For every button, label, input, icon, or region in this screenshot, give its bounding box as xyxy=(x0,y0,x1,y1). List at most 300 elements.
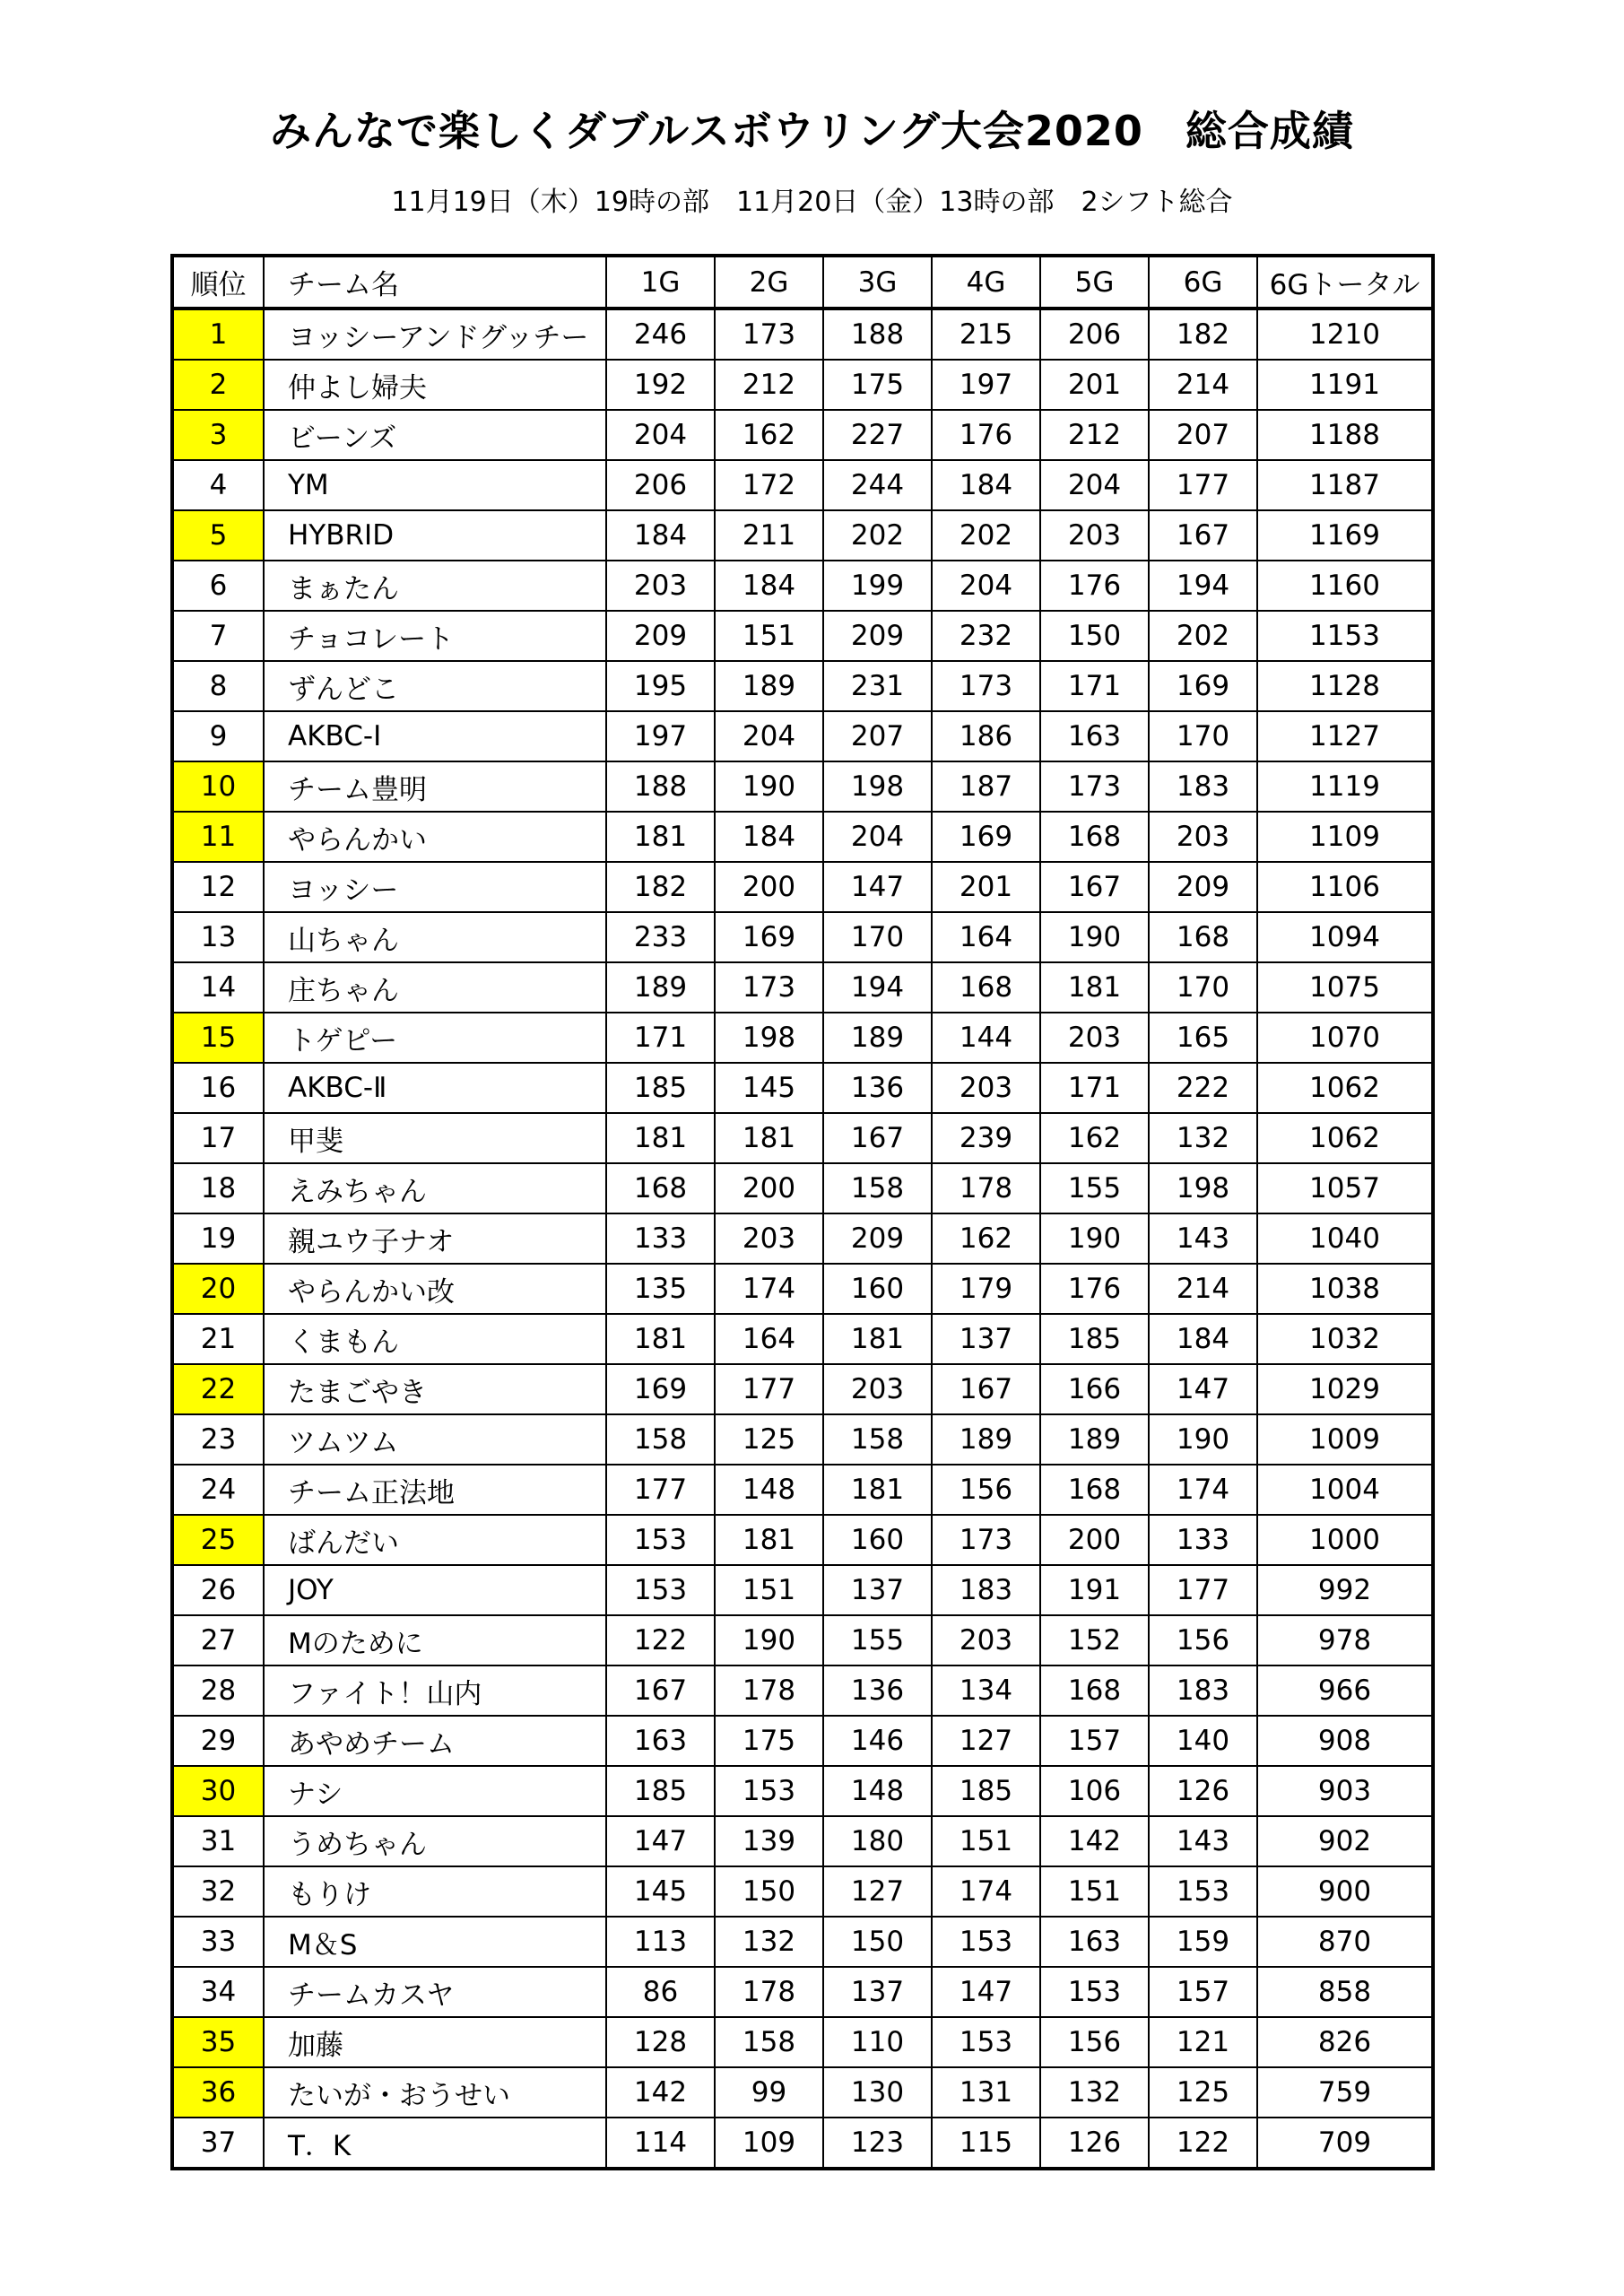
table-row xyxy=(172,1314,1433,1364)
table-row xyxy=(172,1967,1433,2017)
total-score-cell: 759 xyxy=(1257,2067,1433,2118)
game-2-score-cell: 203 xyxy=(715,1213,823,1264)
game-2-score-cell: 139 xyxy=(715,1816,823,1866)
rank-cell: 33 xyxy=(172,1917,264,1967)
total-score-cell: 858 xyxy=(1257,1967,1433,2017)
team-name-cell: ナシ xyxy=(264,1766,606,1816)
total-score-cell: 1062 xyxy=(1257,1113,1433,1163)
game-2-score-cell: 153 xyxy=(715,1766,823,1816)
table-row xyxy=(172,711,1433,761)
rank-cell: 28 xyxy=(172,1665,264,1716)
game-3-score-cell: 204 xyxy=(823,812,932,862)
game-1-score-cell: 185 xyxy=(606,1063,715,1113)
game-5-score-cell: 171 xyxy=(1040,1063,1149,1113)
game-6-score-cell: 203 xyxy=(1149,812,1257,862)
table-row xyxy=(172,1565,1433,1615)
game-6-score-cell: 214 xyxy=(1149,360,1257,410)
game-4-score-cell: 134 xyxy=(932,1665,1040,1716)
team-name-cell: ヨッシー xyxy=(264,862,606,912)
rank-cell: 27 xyxy=(172,1615,264,1665)
total-score-cell: 1191 xyxy=(1257,360,1433,410)
game-5-score-cell: 176 xyxy=(1040,1264,1149,1314)
game-4-score-cell: 131 xyxy=(932,2067,1040,2118)
game-4-score-cell: 144 xyxy=(932,1013,1040,1063)
game-1-score-cell: 86 xyxy=(606,1967,715,2017)
game-2-score-cell: 132 xyxy=(715,1917,823,1967)
total-score-cell: 966 xyxy=(1257,1665,1433,1716)
table-row xyxy=(172,360,1433,410)
table-row xyxy=(172,1665,1433,1716)
rank-cell: 24 xyxy=(172,1465,264,1515)
game-3-score-cell: 181 xyxy=(823,1314,932,1364)
team-name-cell: やらんかい xyxy=(264,812,606,862)
rank-cell: 5 xyxy=(172,510,264,561)
team-name-cell: AKBC-Ⅱ xyxy=(264,1063,606,1113)
rank-cell: 14 xyxy=(172,962,264,1013)
game-6-score-cell: 153 xyxy=(1149,1866,1257,1917)
game-1-score-cell: 246 xyxy=(606,309,715,360)
game-2-score-cell: 189 xyxy=(715,661,823,711)
game-2-header: 2G xyxy=(715,256,823,309)
game-1-score-cell: 128 xyxy=(606,2017,715,2067)
game-5-score-cell: 151 xyxy=(1040,1866,1149,1917)
game-5-score-cell: 191 xyxy=(1040,1565,1149,1615)
total-score-cell: 1210 xyxy=(1257,309,1433,360)
game-5-score-cell: 203 xyxy=(1040,510,1149,561)
team-name-cell: ビーンズ xyxy=(264,410,606,460)
game-6-score-cell: 190 xyxy=(1149,1414,1257,1465)
game-2-score-cell: 212 xyxy=(715,360,823,410)
game-2-score-cell: 177 xyxy=(715,1364,823,1414)
total-score-cell: 1038 xyxy=(1257,1264,1433,1314)
rank-cell: 2 xyxy=(172,360,264,410)
total-score-cell: 1062 xyxy=(1257,1063,1433,1113)
game-3-score-cell: 147 xyxy=(823,862,932,912)
game-4-score-cell: 201 xyxy=(932,862,1040,912)
team-name-cell: チーム正法地 xyxy=(264,1465,606,1515)
rank-cell: 22 xyxy=(172,1364,264,1414)
game-2-score-cell: 151 xyxy=(715,1565,823,1615)
game-4-score-cell: 162 xyxy=(932,1213,1040,1264)
game-2-score-cell: 184 xyxy=(715,561,823,611)
rank-cell: 1 xyxy=(172,309,264,360)
team-name-cell: チョコレート xyxy=(264,611,606,661)
game-5-score-cell: 167 xyxy=(1040,862,1149,912)
page-title: みんなで楽しくダブルスボウリング大会2020 総合成績 xyxy=(270,107,1354,155)
rank-cell: 3 xyxy=(172,410,264,460)
game-1-score-cell: 195 xyxy=(606,661,715,711)
team-name-cell: 加藤 xyxy=(264,2017,606,2067)
game-6-score-cell: 132 xyxy=(1149,1113,1257,1163)
team-name-cell: チームカスヤ xyxy=(264,1967,606,2017)
game-6-score-cell: 170 xyxy=(1149,711,1257,761)
rank-cell: 19 xyxy=(172,1213,264,1264)
game-4-score-cell: 169 xyxy=(932,812,1040,862)
game-5-score-cell: 155 xyxy=(1040,1163,1149,1213)
game-5-score-cell: 153 xyxy=(1040,1967,1149,2017)
total-score-cell: 1000 xyxy=(1257,1515,1433,1565)
game-2-score-cell: 200 xyxy=(715,862,823,912)
game-1-score-cell: 177 xyxy=(606,1465,715,1515)
team-name-cell: ファイト！山内 xyxy=(264,1665,606,1716)
game-3-score-cell: 203 xyxy=(823,1364,932,1414)
total-score-cell: 978 xyxy=(1257,1615,1433,1665)
game-1-score-cell: 114 xyxy=(606,2118,715,2169)
game-2-score-cell: 181 xyxy=(715,1515,823,1565)
total-score-cell: 1040 xyxy=(1257,1213,1433,1264)
game-4-score-cell: 168 xyxy=(932,962,1040,1013)
game-5-score-cell: 132 xyxy=(1040,2067,1149,2118)
game-3-score-cell: 167 xyxy=(823,1113,932,1163)
game-4-score-cell: 174 xyxy=(932,1866,1040,1917)
game-6-score-cell: 165 xyxy=(1149,1013,1257,1063)
table-row xyxy=(172,1766,1433,1816)
game-4-score-cell: 156 xyxy=(932,1465,1040,1515)
game-1-score-cell: 158 xyxy=(606,1414,715,1465)
game-1-score-cell: 145 xyxy=(606,1866,715,1917)
game-6-score-cell: 156 xyxy=(1149,1615,1257,1665)
game-4-score-cell: 153 xyxy=(932,1917,1040,1967)
team-name-cell: JOY xyxy=(264,1565,606,1615)
table-row xyxy=(172,1414,1433,1465)
game-2-score-cell: 162 xyxy=(715,410,823,460)
game-3-score-cell: 158 xyxy=(823,1163,932,1213)
total-score-cell: 1128 xyxy=(1257,661,1433,711)
game-3-score-cell: 150 xyxy=(823,1917,932,1967)
total-score-cell: 1109 xyxy=(1257,812,1433,862)
game-4-header: 4G xyxy=(932,256,1040,309)
game-5-score-cell: 171 xyxy=(1040,661,1149,711)
rank-cell: 8 xyxy=(172,661,264,711)
total-score-cell: 1160 xyxy=(1257,561,1433,611)
table-row xyxy=(172,1213,1433,1264)
game-5-score-cell: 142 xyxy=(1040,1816,1149,1866)
game-4-score-cell: 183 xyxy=(932,1565,1040,1615)
game-4-score-cell: 202 xyxy=(932,510,1040,561)
game-3-score-cell: 137 xyxy=(823,1967,932,2017)
rank-cell: 37 xyxy=(172,2118,264,2169)
team-name-cell: 庄ちゃん xyxy=(264,962,606,1013)
table-row xyxy=(172,1615,1433,1665)
table-row xyxy=(172,1816,1433,1866)
game-2-score-cell: 173 xyxy=(715,309,823,360)
game-4-score-cell: 164 xyxy=(932,912,1040,962)
game-1-score-cell: 163 xyxy=(606,1716,715,1766)
game-5-score-cell: 212 xyxy=(1040,410,1149,460)
game-3-score-cell: 136 xyxy=(823,1665,932,1716)
total-score-cell: 1070 xyxy=(1257,1013,1433,1063)
game-5-header: 5G xyxy=(1040,256,1149,309)
game-6-score-cell: 126 xyxy=(1149,1766,1257,1816)
rank-cell: 4 xyxy=(172,460,264,510)
game-6-score-cell: 183 xyxy=(1149,761,1257,812)
rank-cell: 23 xyxy=(172,1414,264,1465)
game-3-score-cell: 244 xyxy=(823,460,932,510)
game-1-header: 1G xyxy=(606,256,715,309)
game-3-score-cell: 175 xyxy=(823,360,932,410)
rank-cell: 21 xyxy=(172,1314,264,1364)
team-name-cell: Mのために xyxy=(264,1615,606,1665)
team-name-cell: あやめチーム xyxy=(264,1716,606,1766)
table-row xyxy=(172,1515,1433,1565)
table-row xyxy=(172,2017,1433,2067)
game-1-score-cell: 197 xyxy=(606,711,715,761)
game-3-score-cell: 199 xyxy=(823,561,932,611)
game-3-score-cell: 123 xyxy=(823,2118,932,2169)
total-score-cell: 902 xyxy=(1257,1816,1433,1866)
game-4-score-cell: 203 xyxy=(932,1615,1040,1665)
game-2-score-cell: 175 xyxy=(715,1716,823,1766)
game-3-score-cell: 155 xyxy=(823,1615,932,1665)
game-6-score-cell: 174 xyxy=(1149,1465,1257,1515)
table-row xyxy=(172,1113,1433,1163)
game-5-score-cell: 189 xyxy=(1040,1414,1149,1465)
game-5-score-cell: 162 xyxy=(1040,1113,1149,1163)
game-1-score-cell: 133 xyxy=(606,1213,715,1264)
game-4-score-cell: 178 xyxy=(932,1163,1040,1213)
game-3-score-cell: 181 xyxy=(823,1465,932,1515)
game-1-score-cell: 147 xyxy=(606,1816,715,1866)
game-1-score-cell: 135 xyxy=(606,1264,715,1314)
game-2-score-cell: 190 xyxy=(715,1615,823,1665)
total-score-cell: 1119 xyxy=(1257,761,1433,812)
game-5-score-cell: 204 xyxy=(1040,460,1149,510)
table-row xyxy=(172,1163,1433,1213)
game-2-score-cell: 190 xyxy=(715,761,823,812)
game-4-score-cell: 115 xyxy=(932,2118,1040,2169)
team-name-cell: YM xyxy=(264,460,606,510)
game-1-score-cell: 142 xyxy=(606,2067,715,2118)
game-2-score-cell: 211 xyxy=(715,510,823,561)
game-6-score-cell: 140 xyxy=(1149,1716,1257,1766)
game-6-score-cell: 202 xyxy=(1149,611,1257,661)
table-row xyxy=(172,761,1433,812)
game-5-score-cell: 168 xyxy=(1040,1465,1149,1515)
game-1-score-cell: 203 xyxy=(606,561,715,611)
game-4-score-cell: 197 xyxy=(932,360,1040,410)
team-name-cell: ヨッシーアンドグッチー xyxy=(264,309,606,360)
table-row xyxy=(172,1716,1433,1766)
total-score-cell: 903 xyxy=(1257,1766,1433,1816)
game-1-score-cell: 153 xyxy=(606,1515,715,1565)
game-2-score-cell: 181 xyxy=(715,1113,823,1163)
game-5-score-cell: 150 xyxy=(1040,611,1149,661)
table-row xyxy=(172,561,1433,611)
game-5-score-cell: 163 xyxy=(1040,711,1149,761)
game-5-score-cell: 168 xyxy=(1040,812,1149,862)
total-score-cell: 1169 xyxy=(1257,510,1433,561)
rank-cell: 16 xyxy=(172,1063,264,1113)
game-6-score-cell: 177 xyxy=(1149,1565,1257,1615)
game-6-score-cell: 121 xyxy=(1149,2017,1257,2067)
rank-cell: 29 xyxy=(172,1716,264,1766)
table-row xyxy=(172,812,1433,862)
team-name-cell: たまごやき xyxy=(264,1364,606,1414)
game-3-score-cell: 194 xyxy=(823,962,932,1013)
game-5-score-cell: 206 xyxy=(1040,309,1149,360)
rank-cell: 17 xyxy=(172,1113,264,1163)
rank-cell: 31 xyxy=(172,1816,264,1866)
total-score-cell: 1127 xyxy=(1257,711,1433,761)
table-row xyxy=(172,1866,1433,1917)
total-score-cell: 1032 xyxy=(1257,1314,1433,1364)
game-4-score-cell: 179 xyxy=(932,1264,1040,1314)
game-3-header: 3G xyxy=(823,256,932,309)
game-5-score-cell: 152 xyxy=(1040,1615,1149,1665)
team-name-cell: ずんどこ xyxy=(264,661,606,711)
game-6-score-cell: 157 xyxy=(1149,1967,1257,2017)
rank-cell: 34 xyxy=(172,1967,264,2017)
table-row xyxy=(172,309,1433,360)
game-2-score-cell: 173 xyxy=(715,962,823,1013)
game-2-score-cell: 178 xyxy=(715,1967,823,2017)
game-6-score-cell: 170 xyxy=(1149,962,1257,1013)
total-score-cell: 826 xyxy=(1257,2017,1433,2067)
game-5-score-cell: 157 xyxy=(1040,1716,1149,1766)
game-5-score-cell: 181 xyxy=(1040,962,1149,1013)
total-score-cell: 1153 xyxy=(1257,611,1433,661)
game-4-score-cell: 137 xyxy=(932,1314,1040,1364)
rank-cell: 15 xyxy=(172,1013,264,1063)
game-2-score-cell: 172 xyxy=(715,460,823,510)
game-1-score-cell: 171 xyxy=(606,1013,715,1063)
game-5-score-cell: 168 xyxy=(1040,1665,1149,1716)
page-subtitle: 11月19日（木）19時の部 11月20日（金）13時の部 2シフト総合 xyxy=(391,187,1233,218)
table-row xyxy=(172,862,1433,912)
team-name-cell: やらんかい改 xyxy=(264,1264,606,1314)
table-row xyxy=(172,1465,1433,1515)
total-score-cell: 1029 xyxy=(1257,1364,1433,1414)
table-row xyxy=(172,460,1433,510)
table-row xyxy=(172,661,1433,711)
team-name-cell: くまもん xyxy=(264,1314,606,1364)
team-name-header: チーム名 xyxy=(264,256,606,309)
rank-cell: 11 xyxy=(172,812,264,862)
game-3-score-cell: 170 xyxy=(823,912,932,962)
game-4-score-cell: 187 xyxy=(932,761,1040,812)
game-3-score-cell: 189 xyxy=(823,1013,932,1063)
team-name-cell: たいが・おうせい xyxy=(264,2067,606,2118)
game-1-score-cell: 122 xyxy=(606,1615,715,1665)
game-5-score-cell: 200 xyxy=(1040,1515,1149,1565)
game-6-score-cell: 214 xyxy=(1149,1264,1257,1314)
rank-header: 順位 xyxy=(172,256,264,309)
game-4-score-cell: 232 xyxy=(932,611,1040,661)
game-2-score-cell: 150 xyxy=(715,1866,823,1917)
team-name-cell: えみちゃん xyxy=(264,1163,606,1213)
game-2-score-cell: 148 xyxy=(715,1465,823,1515)
game-3-score-cell: 130 xyxy=(823,2067,932,2118)
game-6-header: 6G xyxy=(1149,256,1257,309)
game-4-score-cell: 153 xyxy=(932,2017,1040,2067)
table-row xyxy=(172,1364,1433,1414)
total-score-cell: 1094 xyxy=(1257,912,1433,962)
table-row xyxy=(172,1063,1433,1113)
game-1-score-cell: 206 xyxy=(606,460,715,510)
game-6-score-cell: 194 xyxy=(1149,561,1257,611)
game-6-score-cell: 125 xyxy=(1149,2067,1257,2118)
game-6-score-cell: 183 xyxy=(1149,1665,1257,1716)
team-name-cell: ばんだい xyxy=(264,1515,606,1565)
game-4-score-cell: 239 xyxy=(932,1113,1040,1163)
table-row xyxy=(172,1264,1433,1314)
game-1-score-cell: 167 xyxy=(606,1665,715,1716)
game-1-score-cell: 233 xyxy=(606,912,715,962)
game-5-score-cell: 166 xyxy=(1040,1364,1149,1414)
rank-cell: 13 xyxy=(172,912,264,962)
team-name-cell: 親ユウ子ナオ xyxy=(264,1213,606,1264)
table-row xyxy=(172,2118,1433,2169)
game-2-score-cell: 164 xyxy=(715,1314,823,1364)
table-row xyxy=(172,1013,1433,1063)
rank-cell: 36 xyxy=(172,2067,264,2118)
game-1-score-cell: 181 xyxy=(606,1314,715,1364)
game-3-score-cell: 227 xyxy=(823,410,932,460)
game-1-score-cell: 113 xyxy=(606,1917,715,1967)
total-score-cell: 709 xyxy=(1257,2118,1433,2169)
rank-cell: 25 xyxy=(172,1515,264,1565)
game-4-score-cell: 203 xyxy=(932,1063,1040,1113)
game-1-score-cell: 184 xyxy=(606,510,715,561)
game-3-score-cell: 160 xyxy=(823,1515,932,1565)
game-1-score-cell: 168 xyxy=(606,1163,715,1213)
rank-cell: 9 xyxy=(172,711,264,761)
header-row xyxy=(172,256,1433,309)
table-row xyxy=(172,510,1433,561)
game-4-score-cell: 185 xyxy=(932,1766,1040,1816)
team-name-cell: ツムツム xyxy=(264,1414,606,1465)
game-4-score-cell: 173 xyxy=(932,1515,1040,1565)
rank-cell: 12 xyxy=(172,862,264,912)
game-3-score-cell: 209 xyxy=(823,1213,932,1264)
game-4-score-cell: 147 xyxy=(932,1967,1040,2017)
game-6-score-cell: 207 xyxy=(1149,410,1257,460)
team-name-cell: もりけ xyxy=(264,1866,606,1917)
game-1-score-cell: 182 xyxy=(606,862,715,912)
game-2-score-cell: 178 xyxy=(715,1665,823,1716)
game-2-score-cell: 125 xyxy=(715,1414,823,1465)
game-3-score-cell: 158 xyxy=(823,1414,932,1465)
game-5-score-cell: 163 xyxy=(1040,1917,1149,1967)
game-1-score-cell: 181 xyxy=(606,812,715,862)
total-score-cell: 1057 xyxy=(1257,1163,1433,1213)
game-6-score-cell: 222 xyxy=(1149,1063,1257,1113)
total-score-cell: 1009 xyxy=(1257,1414,1433,1465)
game-5-score-cell: 190 xyxy=(1040,1213,1149,1264)
game-4-score-cell: 173 xyxy=(932,661,1040,711)
total-score-cell: 1075 xyxy=(1257,962,1433,1013)
game-6-score-cell: 147 xyxy=(1149,1364,1257,1414)
game-3-score-cell: 231 xyxy=(823,661,932,711)
game-6-score-cell: 184 xyxy=(1149,1314,1257,1364)
game-6-score-cell: 143 xyxy=(1149,1213,1257,1264)
game-3-score-cell: 127 xyxy=(823,1866,932,1917)
rank-cell: 18 xyxy=(172,1163,264,1213)
game-4-score-cell: 176 xyxy=(932,410,1040,460)
game-4-score-cell: 184 xyxy=(932,460,1040,510)
rank-cell: 7 xyxy=(172,611,264,661)
team-name-cell: HYBRID xyxy=(264,510,606,561)
game-3-score-cell: 110 xyxy=(823,2017,932,2067)
total-score-cell: 908 xyxy=(1257,1716,1433,1766)
rank-cell: 6 xyxy=(172,561,264,611)
game-5-score-cell: 190 xyxy=(1040,912,1149,962)
game-5-score-cell: 106 xyxy=(1040,1766,1149,1816)
game-3-score-cell: 198 xyxy=(823,761,932,812)
game-3-score-cell: 188 xyxy=(823,309,932,360)
table-row xyxy=(172,410,1433,460)
game-6-score-cell: 177 xyxy=(1149,460,1257,510)
